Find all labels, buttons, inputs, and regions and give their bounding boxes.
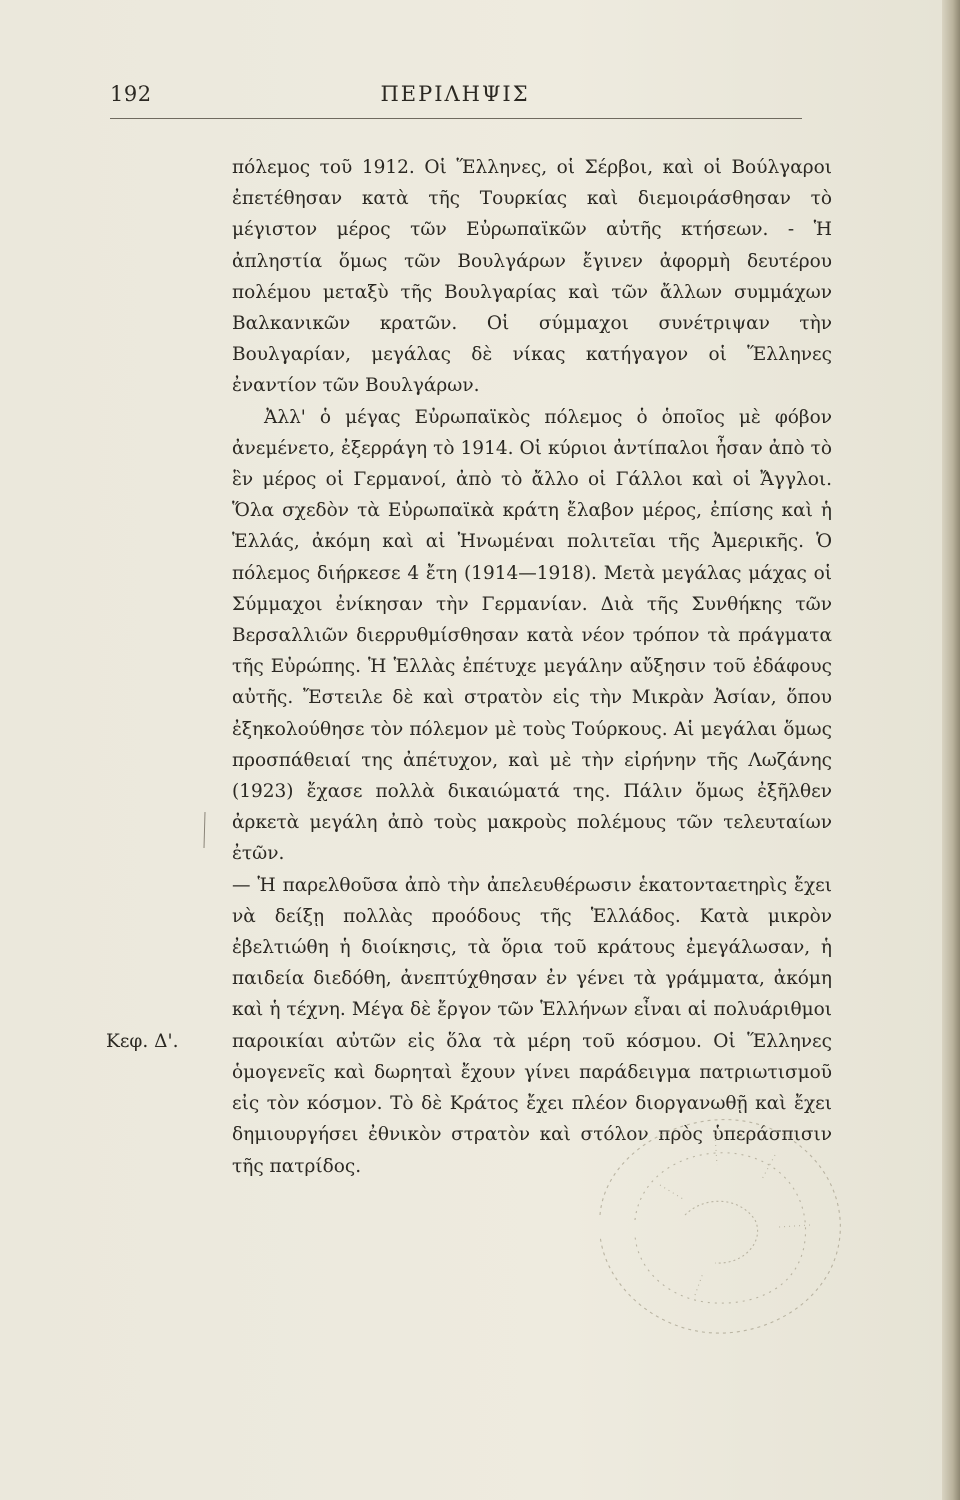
header-rule <box>110 118 802 119</box>
paragraph: — Ἡ παρελθοῦσα ἀπὸ τὴν ἀπελευθέρωσιν ἑκατονταετηρὶς ἔχει νὰ δείξῃ πολλὰς προόδους τῆς Ἑλλάδος. Κατὰ μικρὸν ἐβελτιώθη ἡ διοίκησις, τὰ ὅρια τοῦ κράτους ἐμεγάλωσαν, ἡ παιδεία διεδόθη, ἀνεπτύχθησαν ἐν γένει τὰ γράμματα, ἀκόμη καὶ ἡ τέχνη. Μέγα δὲ ἔργον τῶν Ἑλλήνων εἶναι αἱ πολυάριθμοι παροικίαι αὐτῶν εἰς ὅλα τὰ μέρη τοῦ κόσμου. Οἱ Ἕλληνες ὁμογενεῖς καὶ δωρηταὶ ἔχουν γίνει παράδειγμα πατριωτισμοῦ εἰς τὸν κόσμον. Τὸ δὲ Κράτος ἔχει πλέον διοργανωθῇ καὶ ἔχει δημιουργήσει ἐθνικὸν στρατὸν καὶ στόλον πρὸς ὑπεράσπισιν τῆς πατρίδος. <box>232 874 832 1177</box>
chapter-margin-note: Κεφ. Δ'. <box>106 1031 179 1052</box>
page-edge <box>942 0 960 1500</box>
paragraph: Ἀλλ' ὁ μέγας Εὐρωπαϊκὸς πόλεμος ὁ ὁποῖος μὲ φόβον ἀνεμένετο, ἐξερράγη τὸ 1914. Οἱ κύριοι ἀντίπαλοι ἦσαν ἀπὸ τὸ ἓν μέρος οἱ Γερμανοί, ἀπὸ τὸ ἄλλο οἱ Γάλλοι καὶ οἱ Ἄγγλοι. Ὅλα σχεδὸν τὰ Εὐρωπαϊκὰ κράτη ἔλαβον μέρος, ἐπίσης καὶ ἡ Ἑλλάς, ἀκόμη καὶ αἱ Ἡνωμέναι πολιτεῖαι τῆς Ἀμερικῆς. Ὁ πόλεμος διήρκεσε 4 ἔτη (1914—1918). Μετὰ μεγάλας μάχας οἱ Σύμμαχοι ἐνίκησαν τὴν Γερμανίαν. Διὰ τῆς Συνθήκης τῶν Βερσαλλιῶν διερρυθμίσθησαν κατὰ νέον τρόπον τὰ πράγματα τῆς Εὐρώπης. Ἡ Ἑλλὰς ἐπέτυχε μεγάλην αὔξησιν τοῦ ἐδάφους αὐτῆς. Ἔστειλε δὲ καὶ στρατὸν εἰς τὴν Μικρὰν Ἀσίαν, ὅπου ἐξηκολούθησε τὸν πόλεμον μὲ τοὺς Τούρκους. Αἱ μεγάλαι ὅμως προσπάθειαί της ἀπέτυχον, καὶ μὲ τὴν εἰρήνην τῆς Λωζάνης (1923) ἔχασε πολλὰ δικαιώματά της. Πάλιν ὅμως ἐξῆλθεν ἀρκετὰ μεγάλη ἀπὸ τοὺς μακροὺς πολέμους τῶν τελευταίων ἐτῶν. <box>232 406 832 865</box>
paragraph: πόλεμος τοῦ 1912. Οἱ Ἕλληνες, οἱ Σέρβοι, καὶ οἱ Βούλγαροι ἐπετέθησαν κατὰ τῆς Τουρκίας καὶ διεμοιράσθησαν τὸ μέγιστον μέρος τῶν Εὐρωπαϊκῶν αὐτῆς κτήσεων. - Ἡ ἀπληστία ὅμως τῶν Βουλγάρων ἔγινεν ἀφορμὴ δευτέρου πολέμου μεταξὺ τῆς Βουλγαρίας καὶ τῶν ἄλλων συμμάχων Βαλκανικῶν κρατῶν. Οἱ σύμμαχοι συνέτριψαν τὴν Βουλγαρίαν, μεγάλας δὲ νίκας κατήγαγον οἱ Ἕλληνες ἐναντίον τῶν Βουλγάρων. <box>232 157 832 397</box>
faded-library-stamp <box>565 1095 865 1345</box>
page-header <box>110 82 800 112</box>
pencil-mark <box>200 810 210 850</box>
running-head: ΠΕΡΙΛΗΨΙΣ <box>380 82 530 106</box>
page-number: 192 <box>110 82 152 106</box>
body-text <box>232 152 832 1182</box>
